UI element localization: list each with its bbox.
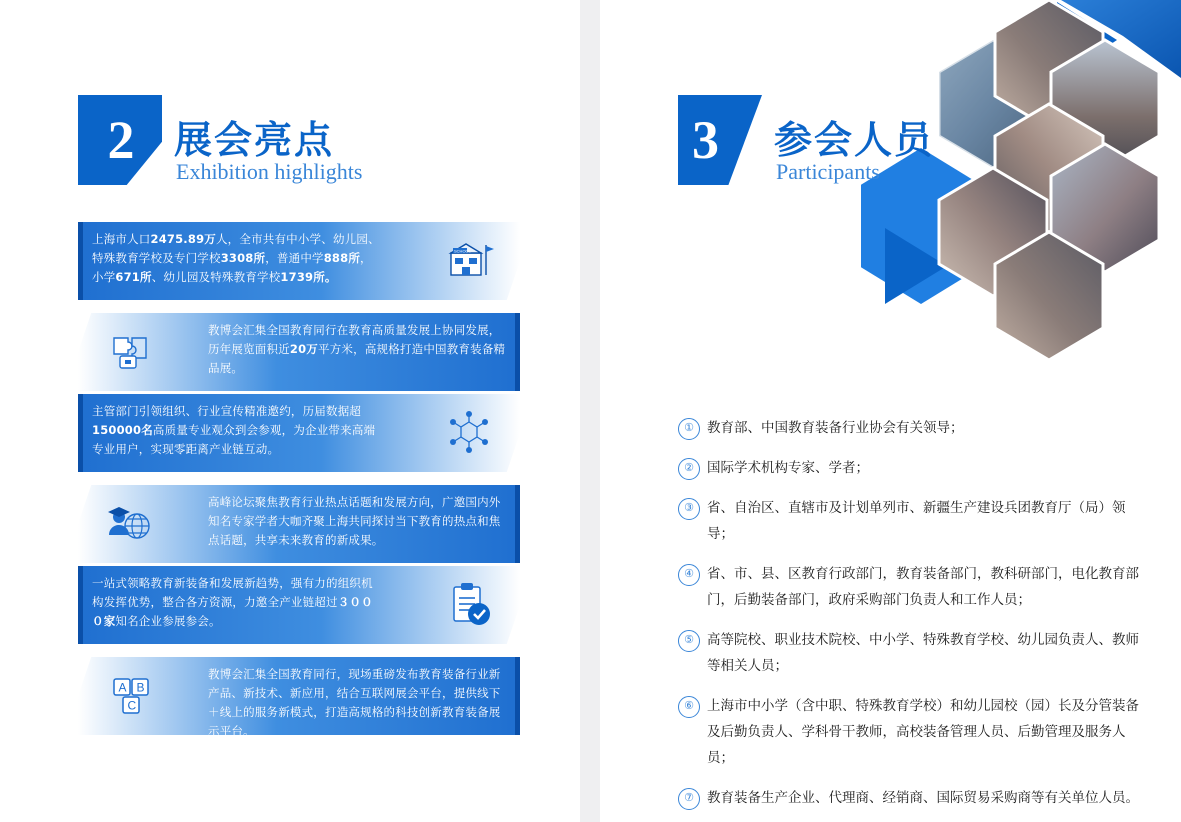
svg-text:C: C <box>127 698 137 713</box>
feature-text-4: 高峰论坛聚焦教育行业热点话题和发展方向，广邀国内外知名专家学者大咖齐聚上海共同探讨当下教育的热点和焦点话题，共享未来教育的新成果。 <box>208 495 501 547</box>
list-item <box>678 561 1148 613</box>
svg-text:B: B <box>136 680 145 695</box>
list-item <box>678 415 1148 441</box>
feature-accent-bar <box>78 394 83 472</box>
svg-text:SCHOOL: SCHOOL <box>454 248 471 254</box>
graduate-globe-icon <box>100 499 162 549</box>
left-page <box>0 0 580 822</box>
feature-text-1: 上海市人口2475.89万人，全市共有中小学、幼儿园、特殊教育学校及专门学校3308所，普通中学888所，小学671所、幼儿园及特殊教育学校1739所。 <box>92 232 380 284</box>
list-item-number: ② <box>678 458 700 480</box>
list-item-label: 省、市、县、区教育行政部门，教育装备部门，教科研部门，电化教育部门，后勤装备部门，政府采购部门负责人和工作人员； <box>707 566 1139 608</box>
feature-text-2: 教博会汇集全国教育同行在教育高质量发展上协同发展，历年展览面积近20万平方米，高规格打造中国教育装备精品展。 <box>208 323 506 375</box>
list-item-number: ⑥ <box>678 696 700 718</box>
list-item-number: ① <box>678 418 700 440</box>
list-item-number: ④ <box>678 564 700 586</box>
list-item-label: 上海市中小学（含中职、特殊教育学校）和幼儿园校（园）长及分管装备及后勤负责人、学科骨干教师，高校装备管理人员、后勤管理及服务人员； <box>707 698 1139 766</box>
puzzle-piece-icon <box>100 327 162 377</box>
list-item <box>678 495 1148 547</box>
abc-blocks-icon <box>100 671 162 721</box>
section-title-cn: 参会人员 <box>774 118 935 162</box>
list-item-label: 省、自治区、直辖市及计划单列市、新疆生产建设兵团教育厅（局）领导； <box>707 500 1126 542</box>
list-item <box>678 785 1148 811</box>
page-gutter <box>580 0 600 822</box>
feature-text-6: 教博会汇集全国教育同行，现场重磅发布教育装备行业新产品、新技术、新应用，结合互联网展会平台，提供线下＋线上的服务新模式，打造高规格的科技创新教育装备展示平台。 <box>208 667 501 738</box>
list-item-label: 教育部、中国教育装备行业协会有关领导； <box>707 420 964 436</box>
list-item-label: 教育装备生产企业、代理商、经销商、国际贸易采购商等有关单位人员。 <box>707 790 1139 806</box>
feature-row-2 <box>78 313 520 391</box>
section-title-en: Exhibition highlights <box>176 159 363 184</box>
feature-row-1 <box>78 222 520 300</box>
right-page <box>600 0 1181 822</box>
feature-accent-bar <box>515 657 520 735</box>
feature-row-6 <box>78 657 520 738</box>
list-item <box>678 455 1148 481</box>
feature-accent-bar <box>515 485 520 563</box>
section-title-cn: 展会亮点 <box>174 118 335 162</box>
list-item <box>678 693 1148 771</box>
list-item-label: 国际学术机构专家、学者； <box>707 460 869 476</box>
school-building-icon <box>438 236 500 286</box>
section-number: 3 <box>692 110 717 170</box>
section-number: 2 <box>107 110 133 170</box>
svg-text:A: A <box>118 680 127 695</box>
feature-text-3: 主管部门引领组织、行业宣传精准邀约，历届数据超150000名高质量专业观众到会参观，为企业带来高端专业用户，实现零距离产业链互动。 <box>92 404 376 456</box>
section-title-en: Participants <box>776 159 880 184</box>
molecule-icon <box>438 408 500 458</box>
feature-row-5 <box>78 566 520 644</box>
list-item <box>678 627 1148 679</box>
participants-list <box>678 415 1148 822</box>
list-item-label: 高等院校、职业技术院校、中小学、特殊教育学校、幼儿园负责人、教师等相关人员； <box>707 632 1139 674</box>
section-heading-exhibition-highlights <box>78 95 498 195</box>
list-item-number: ③ <box>678 498 700 520</box>
list-item-number: ⑦ <box>678 788 700 810</box>
feature-text-5: 一站式领略教育新装备和发展新趋势，强有力的组织机构发挥优势，整合各方资源，力邀全产业链超过３０００家知名企业参展参会。 <box>92 576 373 628</box>
section-heading-participants <box>678 95 1098 195</box>
feature-row-4 <box>78 485 520 563</box>
section-number-badge <box>78 95 162 185</box>
section-number-badge <box>678 95 762 185</box>
list-item-number: ⑤ <box>678 630 700 652</box>
feature-accent-bar <box>78 566 83 644</box>
checklist-icon <box>438 580 500 630</box>
feature-row-3 <box>78 394 520 472</box>
feature-accent-bar <box>515 313 520 391</box>
feature-accent-bar <box>78 222 83 300</box>
